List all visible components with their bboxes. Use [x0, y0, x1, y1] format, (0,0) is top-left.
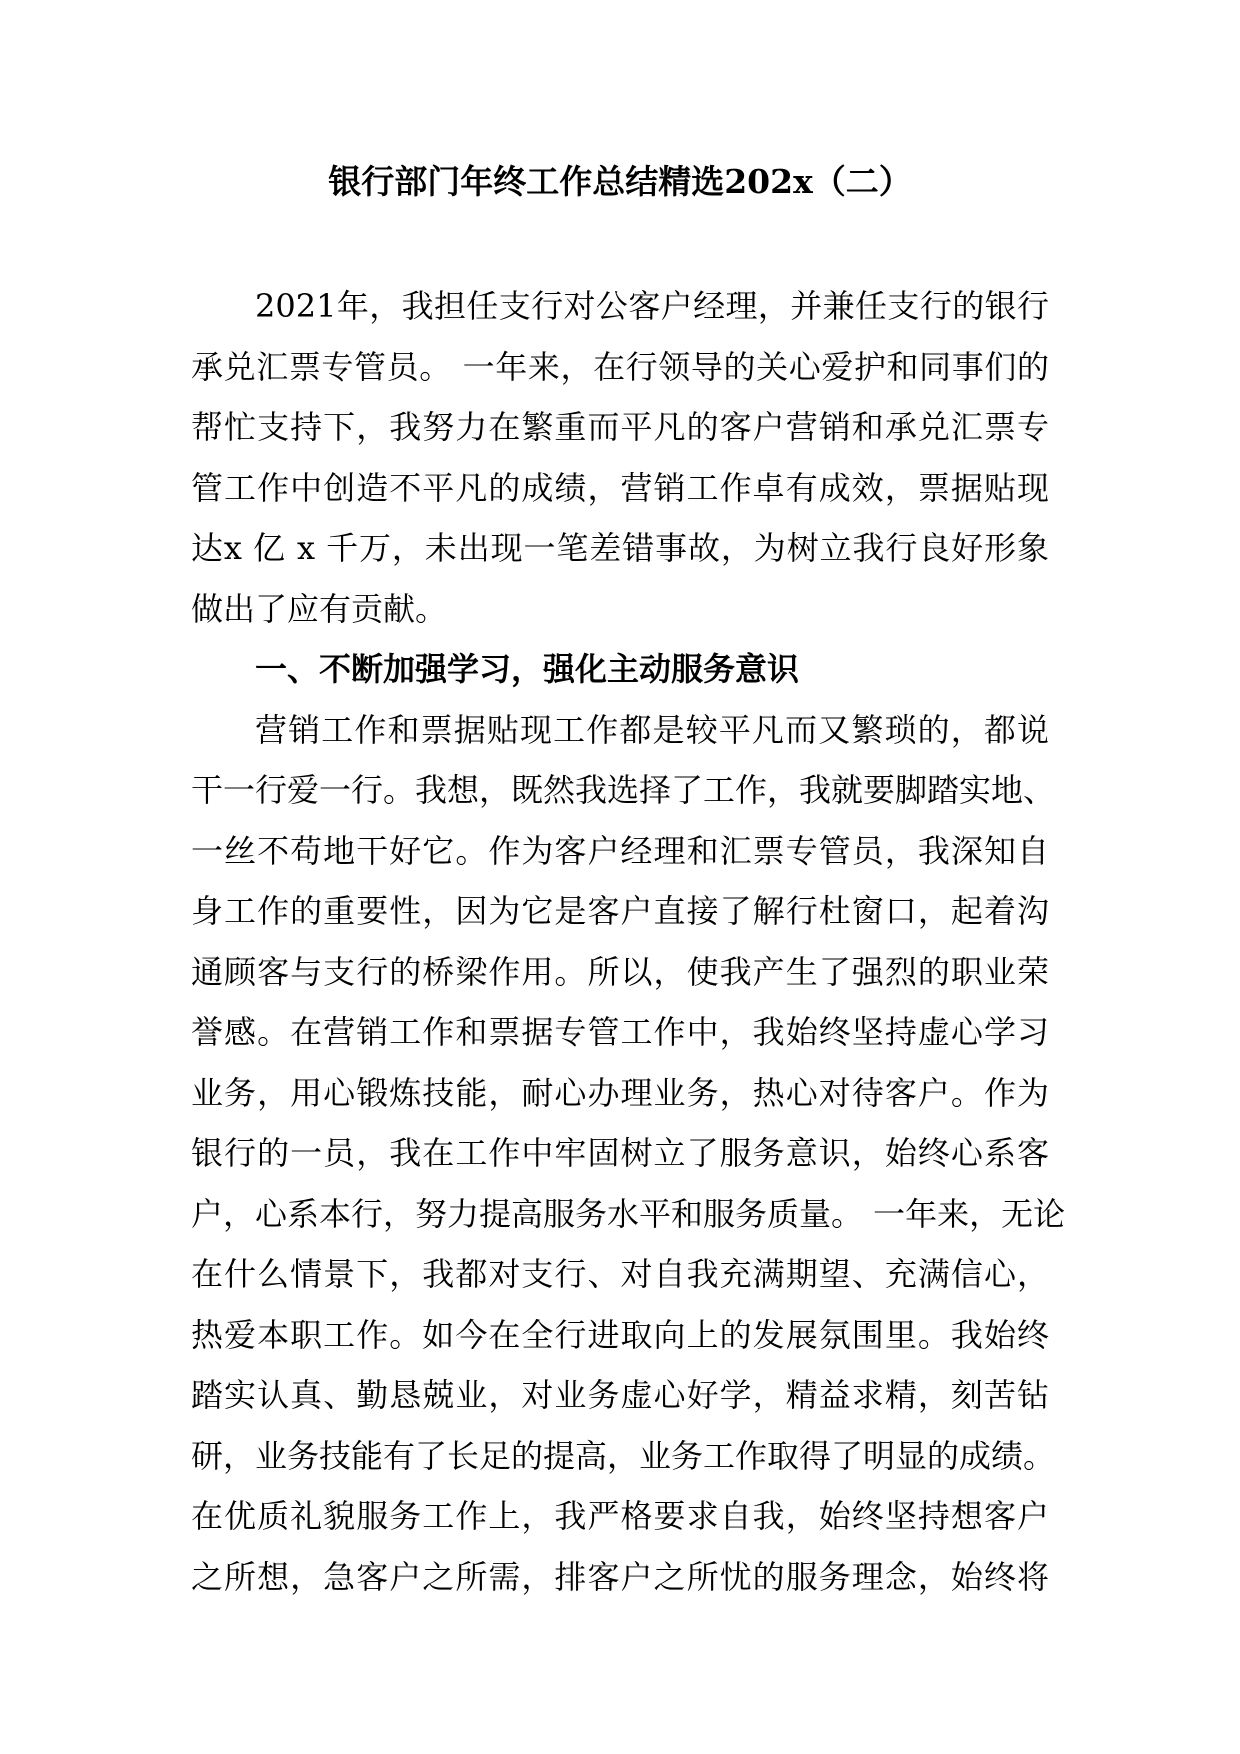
paragraph-line: 2021年，我担任支行对公客户经理，并兼任支行的银行: [255, 287, 1049, 325]
paragraph-line: 承兑汇票专管员。 一年来，在行领导的关心爱护和同事们的: [191, 347, 1049, 386]
paragraph-line: 干一行爱一行。我想，既然我选择了工作，我就要脚踏实地、: [191, 771, 1056, 809]
paragraph-line: 热爱本职工作。如今在全行进取向上的发展氛围里。我始终: [191, 1315, 1049, 1354]
paragraph-line: 在优质礼貌服务工作上，我严格要求自我，始终坚持想客户: [191, 1497, 1049, 1535]
paragraph-1: [191, 276, 1049, 639]
paragraph-line: 做出了应有贡献。: [191, 589, 448, 628]
paragraph-line: 通顾客与支行的桥梁作用。所以，使我产生了强烈的职业荣: [191, 952, 1049, 991]
paragraph-line: 达x 亿 x 千万，未出现一笔差错事故，为树立我行良好形象: [191, 529, 1049, 567]
paragraph-line: 一丝不苟地干好它。作为客户经理和汇票专管员，我深知自: [191, 831, 1049, 870]
paragraph-line: 业务，用心锻炼技能，耐心办理业务，热心对待客户。作为: [191, 1073, 1049, 1112]
paragraph-line: 誉感。在营销工作和票据专管工作中，我始终坚持虚心学习: [191, 1013, 1049, 1051]
paragraph-line: 踏实认真、勤恳兢业，对业务虚心好学，精益求精，刻苦钻: [191, 1376, 1049, 1414]
paragraph-line: 营销工作和票据贴现工作都是较平凡而又繁琐的，都说: [255, 710, 1049, 749]
paragraph-line: 管工作中创造不平凡的成绩，营销工作卓有成效，票据贴现: [191, 468, 1049, 507]
paragraph-line: 银行的一员，我在工作中牢固树立了服务意识，始终心系客: [191, 1134, 1049, 1172]
paragraph-line: 之所想，急客户之所需，排客户之所忧的服务理念，始终将: [191, 1557, 1049, 1596]
paragraph-line: 身工作的重要性，因为它是客户直接了解行杜窗口，起着沟: [191, 892, 1049, 930]
document-body: [191, 276, 1066, 1607]
document-title: 银行部门年终工作总结精选202x（二）: [328, 162, 912, 201]
paragraph-line: 研，业务技能有了长足的提高，业务工作取得了明显的成绩。: [191, 1436, 1056, 1475]
section-heading: 一、不断加强学习，强化主动服务意识: [255, 650, 800, 688]
paragraph-line: 户，心系本行，努力提高服务水平和服务质量。 一年来，无论: [191, 1194, 1066, 1233]
paragraph-2: [191, 700, 1066, 1608]
paragraph-line: 帮忙支持下，我努力在繁重而平凡的客户营销和承兑汇票专: [191, 408, 1049, 446]
paragraph-line: 在什么情景下，我都对支行、对自我充满期望、充满信心，: [191, 1255, 1049, 1293]
